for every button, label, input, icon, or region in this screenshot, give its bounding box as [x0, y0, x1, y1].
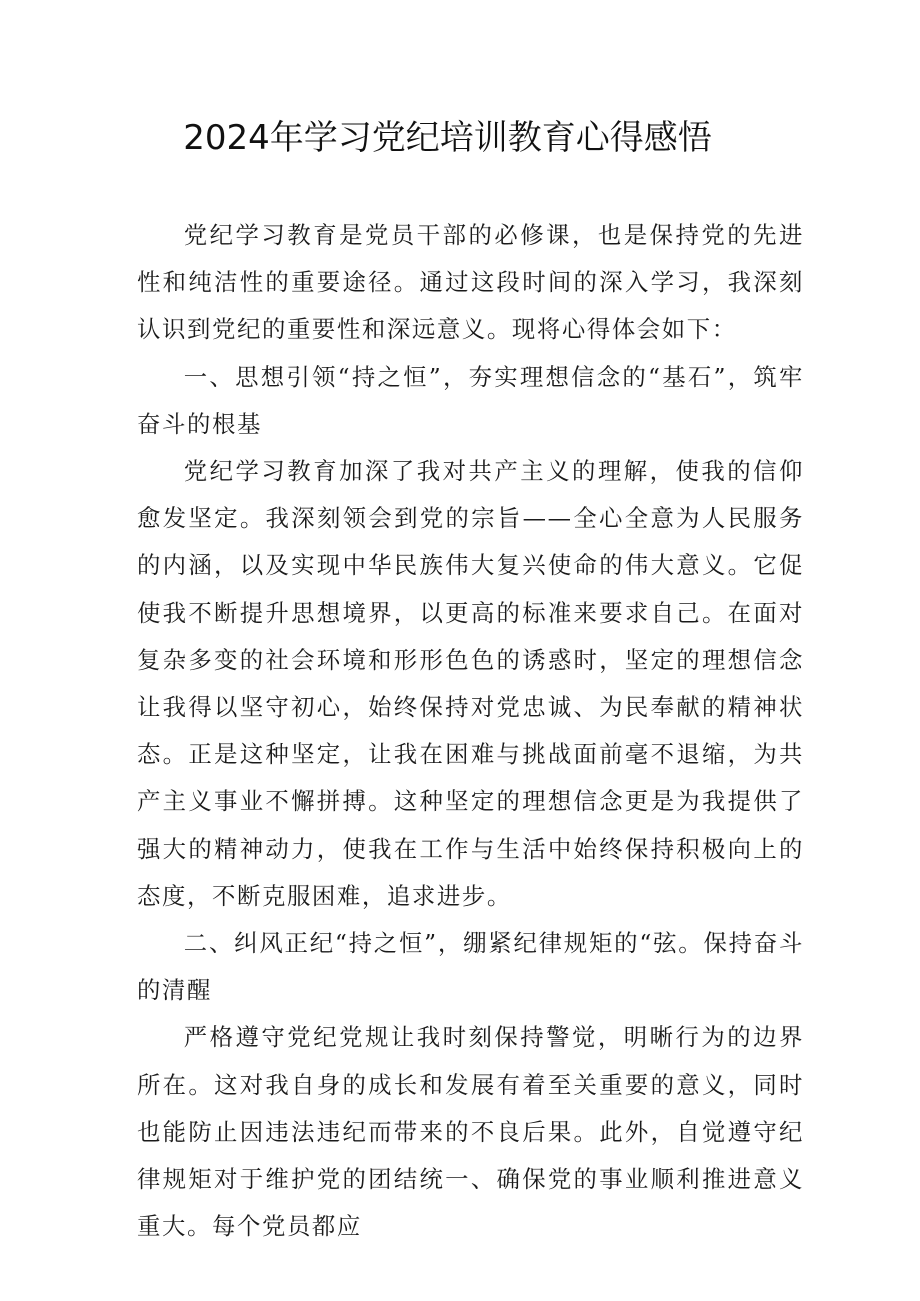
document-title: 2024年学习党纪培训教育心得感悟 [183, 118, 712, 158]
paragraph-section-2: 严格遵守党纪党规让我时刻保持警觉，明晰行为的边界所在。这对我自身的成长和发展有着至关重要的意义，同时也能防止因违法违纪而带来的不良后果。此外，自觉遵守纪律规矩对于维护党的团结统一、确保党的事业顺利推进意义重大。每个党员都应 [137, 1023, 804, 1241]
section-heading-1: 一、思想引领“持之恒”，夯实理想信念的“基石”，筑牢奋斗的根基 [137, 362, 804, 438]
document-body [137, 212, 804, 1250]
paragraph-section-1: 党纪学习教育加深了我对共产主义的理解，使我的信仰愈发坚定。我深刻领会到党的宗旨——全心全意为人民服务的内涵，以及实现中华民族伟大复兴使命的伟大意义。它促使我不断提升思想境界，以更高的标准来要求自己。在面对复杂多变的社会环境和形形色色的诱惑时，坚定的理想信念让我得以坚守初心，始终保持对党忠诚、为民奉献的精神状态。正是这种坚定，让我在困难与挑战面前毫不退缩，为共产主义事业不懈拼搏。这种坚定的理想信念更是为我提供了强大的精神动力，使我在工作与生活中始终保持积极向上的态度，不断克服困难，追求进步。 [137, 457, 804, 910]
paragraph-intro: 党纪学习教育是党员干部的必修课，也是保持党的先进性和纯洁性的重要途径。通过这段时间的深入学习，我深刻认识到党纪的重要性和深远意义。现将心得体会如下： [137, 221, 804, 344]
section-heading-2: 二、纠风正纪“持之恒”，绷紧纪律规矩的“弦。保持奋斗的清醒 [137, 929, 804, 1005]
